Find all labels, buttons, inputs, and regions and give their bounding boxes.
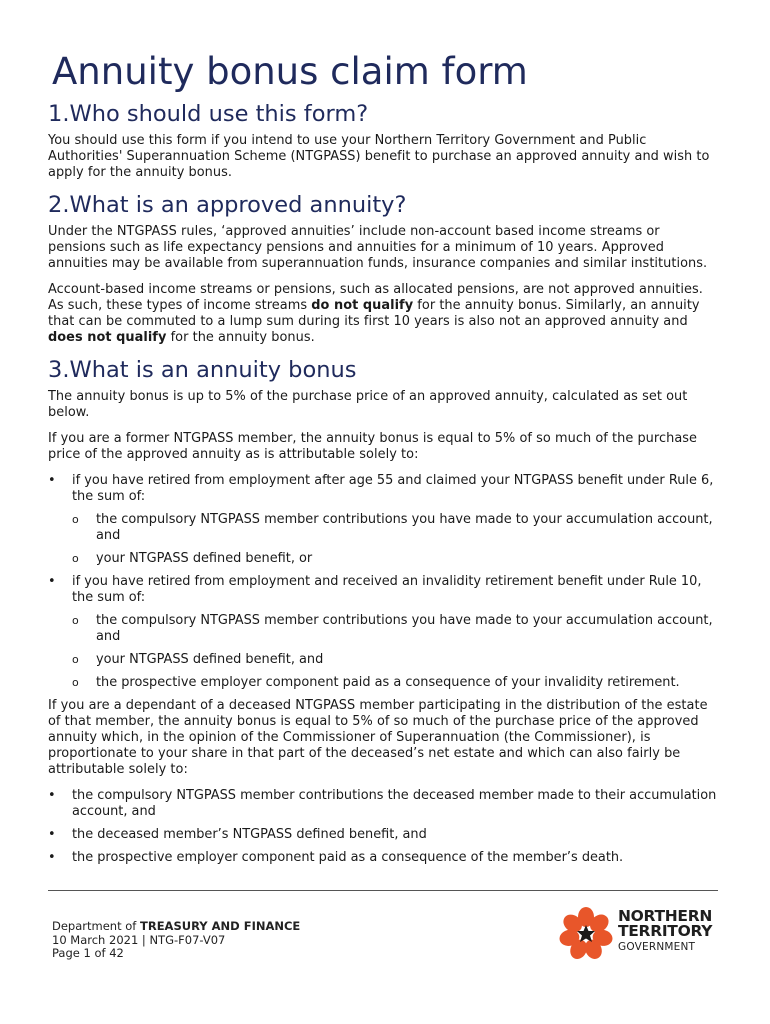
sub-list-item: o the prospective employer component paid as a consequence of your invalidity retirement. (72, 675, 680, 691)
sub-list-item: o the compulsory NTGPASS member contributions you have made to your accumulation account, and (72, 613, 713, 645)
sub-list-item: o the compulsory NTGPASS member contributions you have made to your accumulation account, and (72, 512, 713, 544)
section-heading-who: 1.Who should use this form? (48, 101, 369, 127)
list-item: • if you have retired from employment and received an invalidity retirement benefit under Rule 10, the sum of: o the compulsory NTGPASS member contributions you have made to your accumulation account, and o your NTGPASS defined benefit, and o the prospective employer component paid as a consequence of your invalidity retirement. (48, 574, 720, 691)
document-body (48, 100, 720, 876)
sub-list-item: o your NTGPASS defined benefit, or (72, 551, 313, 567)
list-item: • the compulsory NTGPASS member contributions the deceased member made to their accumulation account, and (48, 788, 717, 820)
nt-government-logo (556, 905, 724, 963)
sub-list-item: o your NTGPASS defined benefit, and (72, 652, 324, 668)
list-item: • the prospective employer component paid as a consequence of the member’s death. (48, 850, 624, 866)
paragraph: You should use this form if you intend to use your Northern Territory Government and Public Authorities' Superannuation Scheme (NTGPASS) benefit to purchase an approved annuity and wish to apply for the annuity bonus. (48, 133, 710, 181)
section-heading-approved-annuity: 2.What is an approved annuity? (48, 192, 407, 219)
list-item: • if you have retired from employment after age 55 and claimed your NTGPASS benefit under Rule 6, the sum of: o the compulsory NTGPASS member contributions you have made to your accumulation account, and o your NTGPASS defined benefit, or (48, 473, 720, 567)
footer-department: Department of TREASURY AND FINANCE (52, 919, 301, 933)
paragraph: Under the NTGPASS rules, ‘approved annuities’ include non-account based income streams or pensions such as life expectancy pensions and annuities for a minimum of 10 years. Approved annuities may be available from superannuation funds, insurance companies and similar institutions. (48, 224, 708, 272)
section-approved-annuity (48, 191, 720, 346)
footer-page-number: Page 1 of 42 (52, 946, 124, 960)
section-heading-annuity-bonus: 3.What is an annuity bonus (48, 357, 357, 384)
logo-wordmark: NORTHERN TERRITORY GOVERNMENT (618, 907, 713, 953)
section-who (48, 100, 720, 181)
sub-list (72, 512, 720, 567)
page-title: Annuity bonus claim form (52, 50, 528, 93)
paragraph: The annuity bonus is up to 5% of the purchase price of an approved annuity, calculated as set out below. (48, 389, 688, 421)
bullet-list (48, 788, 720, 866)
paragraph: If you are a dependant of a deceased NTGPASS member participating in the distribution of the estate of that member, the annuity bonus is equal to 5% of so much of the purchase price of the approved annuity which, in the opinion of the Commissioner of Superannuation (the Commissioner), is proportionate to your share in that part of the deceased’s net estate and which can also fairly be attributable solely to: (48, 698, 708, 778)
list-item: • the deceased member’s NTGPASS defined benefit, and (48, 827, 427, 843)
bullet-mark: • (48, 574, 56, 590)
bullet-mark: • (48, 473, 56, 489)
footer (52, 920, 300, 961)
footer-divider (48, 890, 718, 891)
sub-list (72, 613, 720, 691)
bullet-list (48, 473, 720, 691)
desert-rose-icon (556, 905, 616, 963)
footer-date-code: 10 March 2021 | NTG-F07-V07 (52, 932, 226, 947)
paragraph: If you are a former NTGPASS member, the annuity bonus is equal to 5% of so much of the purchase price of the approved annuity as is attributable solely to: (48, 431, 698, 463)
section-annuity-bonus (48, 356, 720, 866)
paragraph: Account-based income streams or pensions, such as allocated pensions, are not approved annuities. As such, these types of income streams do not qualify for the annuity bonus. Similarly, an annuity that can be commuted to a lump sum during its first 10 years is also not an approved annuity and does not qualify for the annuity bonus. (48, 282, 703, 346)
